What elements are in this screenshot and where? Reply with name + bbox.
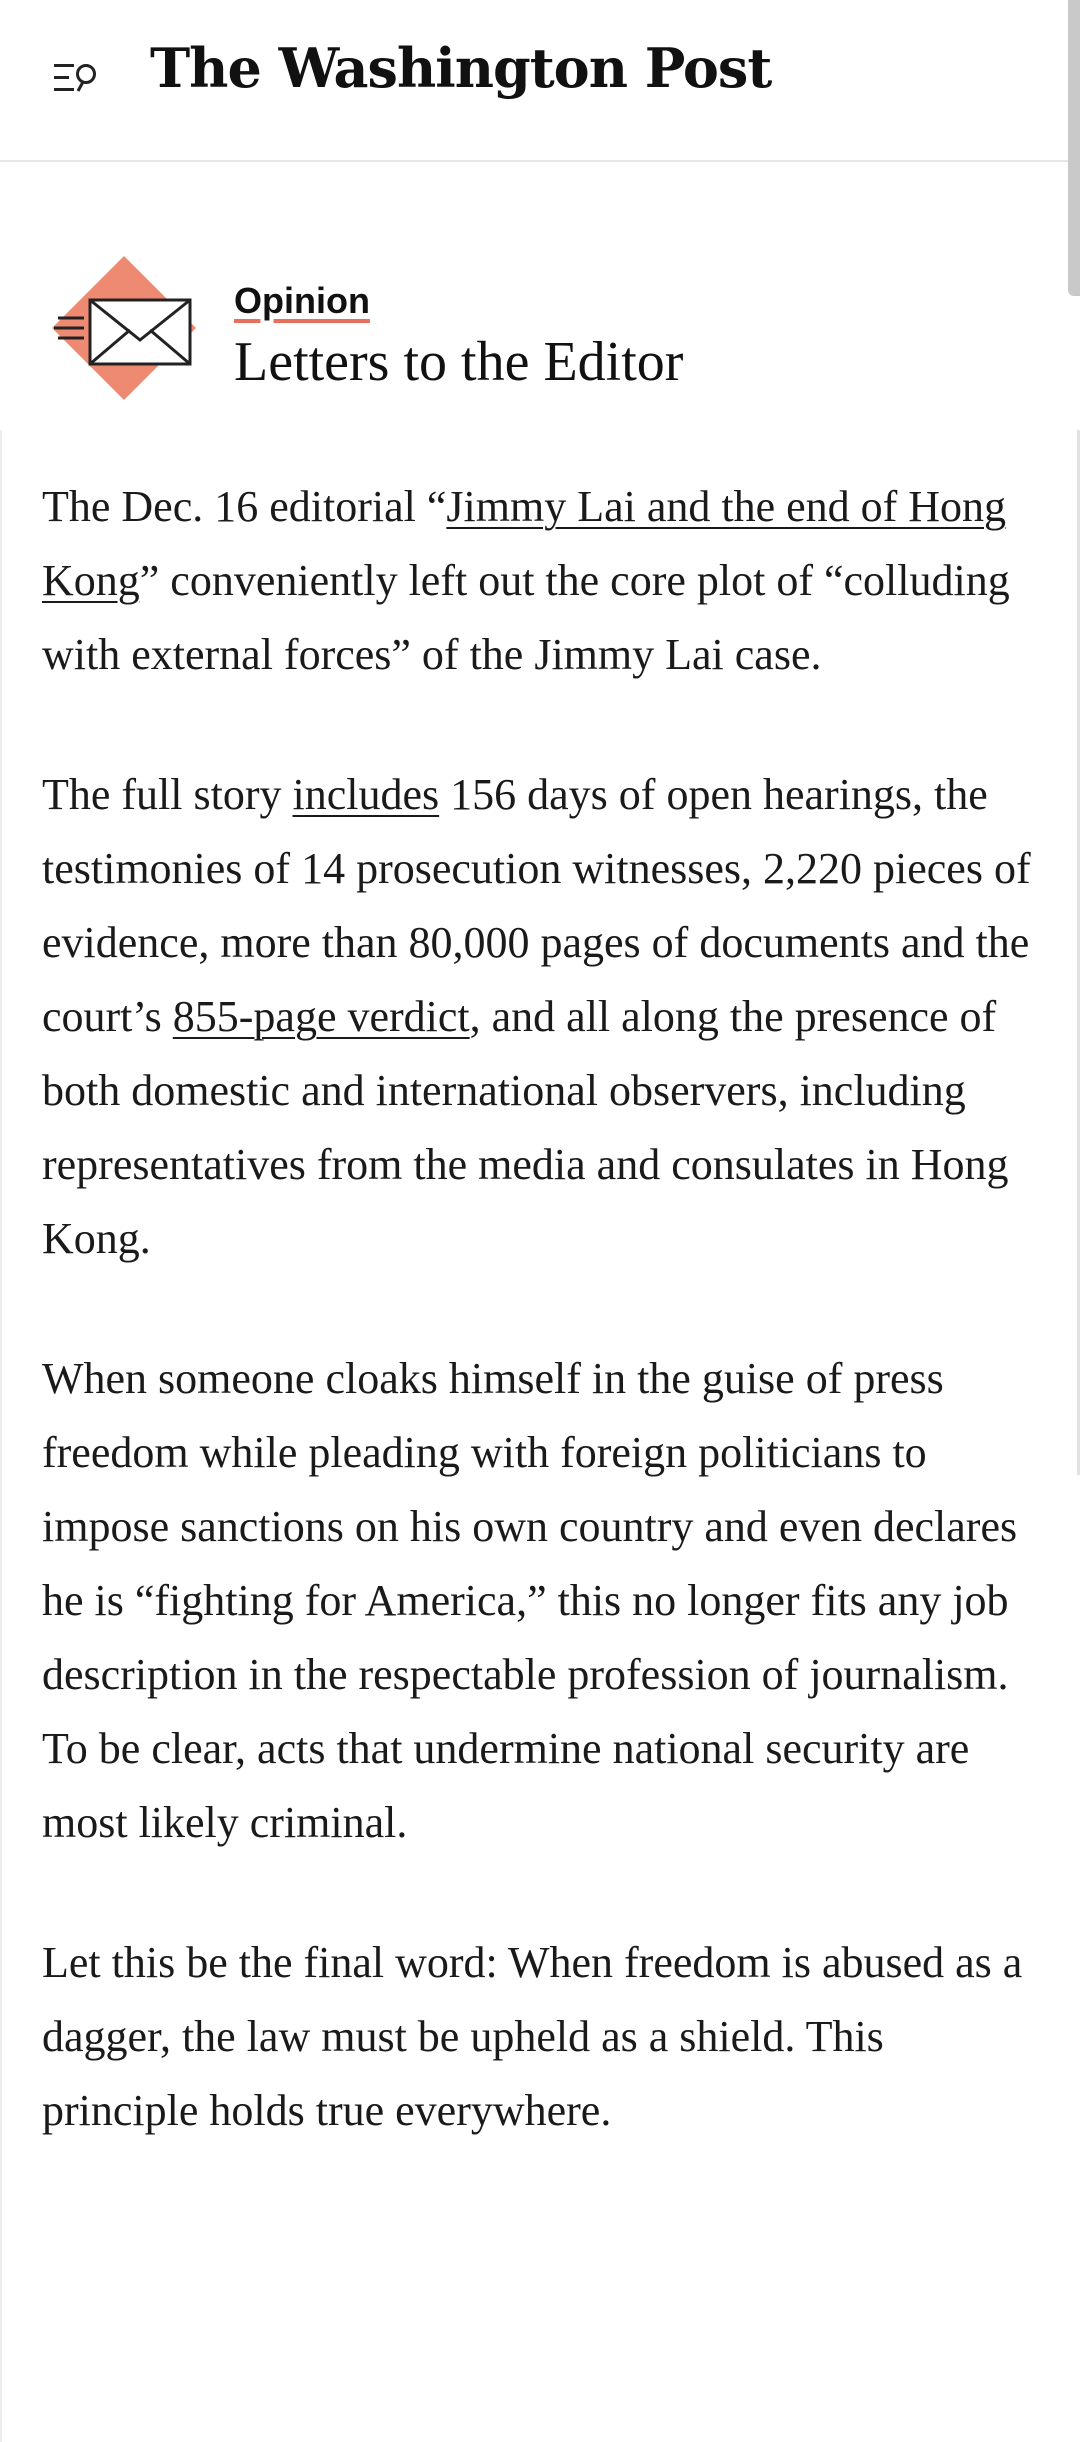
- scrollbar-thumb[interactable]: [1068, 0, 1080, 296]
- paragraph-4: Let this be the final word: When freedom is abused as a dagger, the law must be upheld as a shield. This principle holds true everywhere.: [42, 1938, 1023, 2135]
- paragraph-2: The full story includes 156 days of open hearings, the testimonies of 14 prosecution witnesses, 2,220 pieces of evidence, more than 80,000 pages of documents and the court’s 855-page verdict, and all along the presence of both domestic and international observers, including representatives from the media and consulates in Hong Kong.: [42, 770, 1031, 1263]
- opinion-section-link[interactable]: Opinion: [234, 280, 370, 321]
- site-logo[interactable]: The Washington Post: [150, 36, 772, 100]
- includes-link[interactable]: includes: [292, 770, 440, 819]
- envelope-icon: [44, 248, 204, 408]
- paragraph-1: The Dec. 16 editorial “Jimmy Lai and the end of Hong Kong” conveniently left out the core plot of “colluding with external forces” of the Jimmy Lai case.: [42, 482, 1010, 679]
- paragraph-3: When someone cloaks himself in the guise of press freedom while pleading with foreign politicians to impose sanctions on his own country and even declares he is “fighting for America,” this no longer fits any job description in the respectable profession of journalism. To be clear, acts that undermine national security are most likely criminal.: [42, 1354, 1018, 1847]
- site-header: [0, 0, 1080, 162]
- letter-body: [42, 470, 1042, 2214]
- column-header: [44, 240, 1044, 410]
- editorial-link[interactable]: Jimmy Lai and the end of Hong Kong: [42, 482, 1007, 605]
- page-edge-line: [0, 430, 2, 2442]
- column-title: Letters to the Editor: [234, 331, 684, 393]
- menu-search-icon[interactable]: [52, 58, 100, 98]
- verdict-link[interactable]: 855-page verdict: [172, 992, 470, 1041]
